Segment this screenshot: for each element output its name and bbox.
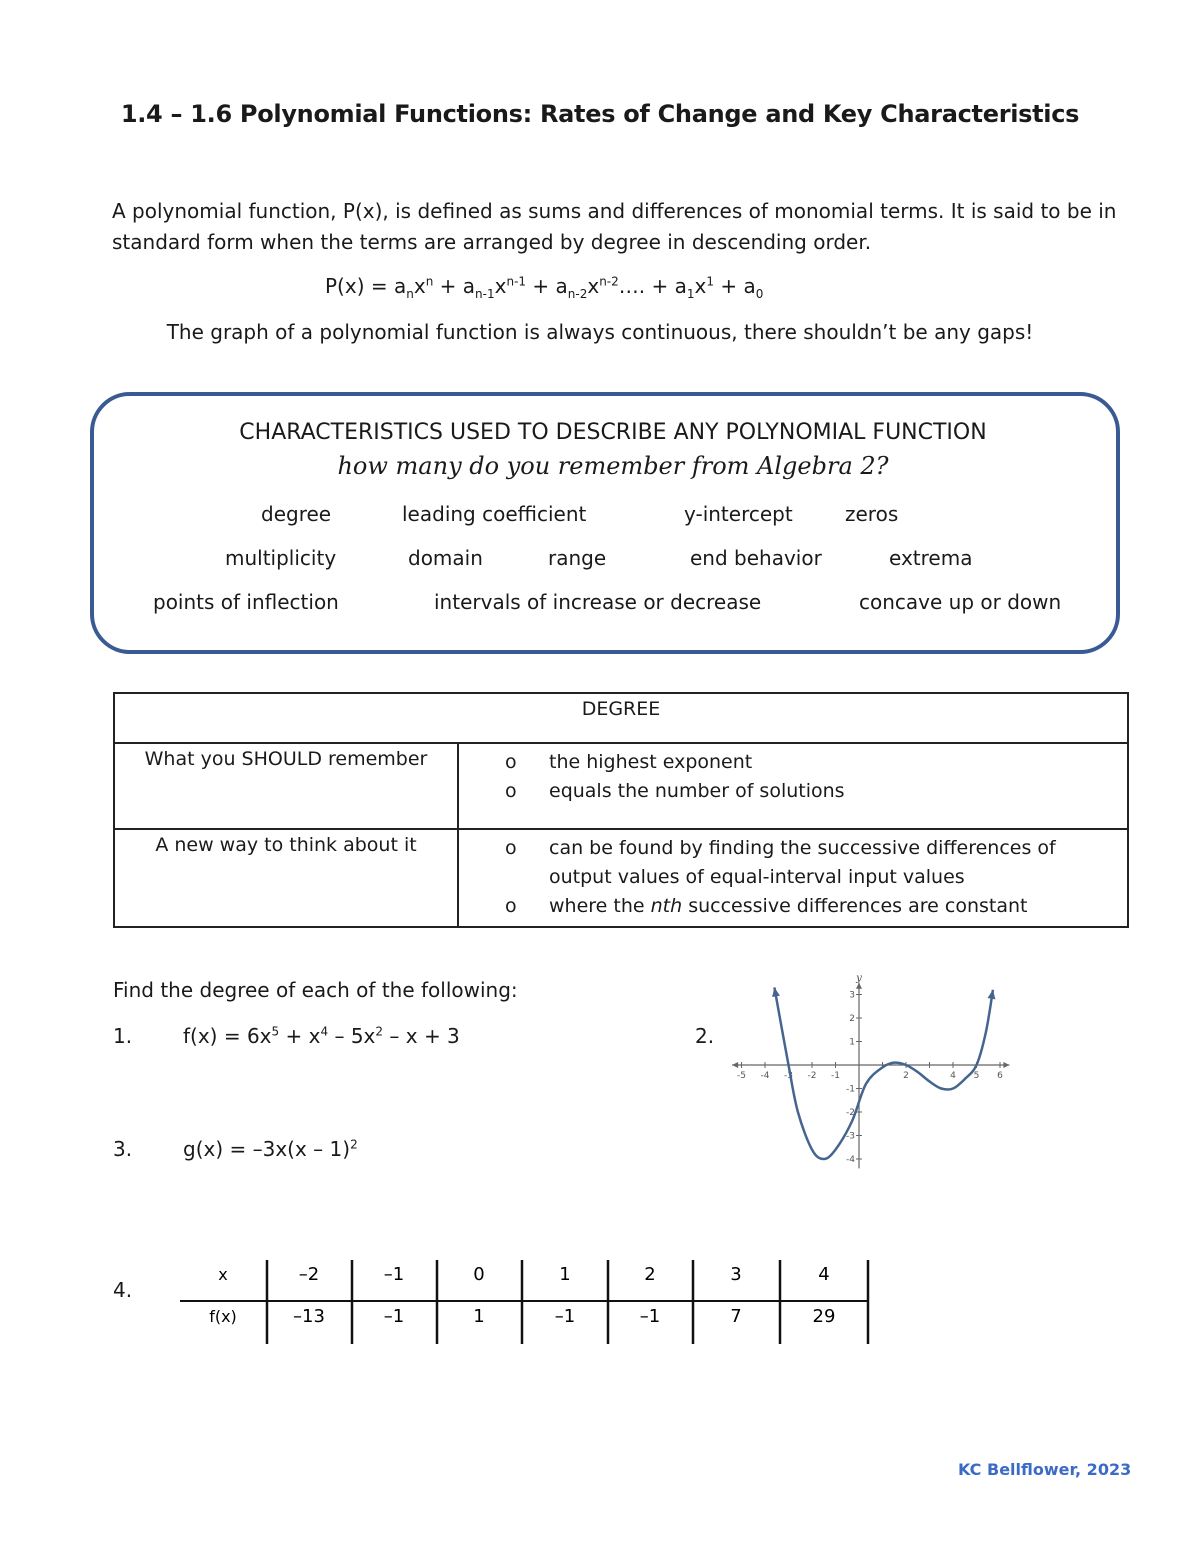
x-axis-arrow-icon — [732, 1062, 738, 1068]
row-label-new-way: A new way to think about it — [114, 829, 458, 927]
problem-1-expression — [183, 1024, 460, 1048]
y-tick-label: -2 — [846, 1108, 855, 1118]
list-item — [505, 777, 1117, 806]
term-end-behavior: end behavior — [690, 546, 822, 570]
x-cell: 2 — [644, 1264, 656, 1285]
fx-cell: –1 — [383, 1306, 405, 1327]
x-axis-arrow-icon — [1003, 1062, 1009, 1068]
exponent: 4 — [320, 1024, 329, 1039]
term-range: range — [548, 546, 607, 570]
term-concavity: concave up or down — [859, 590, 1062, 614]
term-points-of-inflection: points of inflection — [153, 590, 339, 614]
x-tick-label: 5 — [973, 1071, 980, 1081]
y-tick-label: -1 — [846, 1084, 855, 1095]
x-cell: 0 — [473, 1264, 485, 1285]
fx-cell: 29 — [812, 1306, 836, 1327]
expr-part: – x + 3 — [383, 1024, 460, 1048]
characteristics-subheading: how many do you remember from Algebra 2? — [337, 452, 889, 480]
formula-lhs: P(x) = — [325, 274, 394, 298]
x-tick-label: -1 — [831, 1071, 840, 1081]
fx-cell: –13 — [293, 1306, 325, 1327]
bullet-marker: o — [505, 780, 517, 802]
list-item-text: the highest exponent — [549, 751, 753, 773]
list-item — [505, 834, 1117, 892]
y-tick-label: 2 — [849, 1014, 855, 1024]
bullet-marker: o — [505, 751, 517, 773]
problem-3-expression — [183, 1137, 358, 1161]
y-tick-label: -4 — [846, 1155, 855, 1165]
x-tick-label: -4 — [760, 1071, 770, 1081]
y-axis-label: y — [856, 972, 862, 984]
x-cell: 3 — [730, 1264, 742, 1285]
x-cell: 1 — [559, 1264, 571, 1285]
exponent: 2 — [350, 1137, 358, 1152]
degree-table — [113, 692, 1129, 928]
footer-credit: KC Bellflower, 2023 — [958, 1460, 1132, 1479]
term-y-intercept: y-intercept — [684, 502, 793, 526]
problem-4-number: 4. — [113, 1278, 133, 1302]
fx-header: f(x) — [209, 1307, 237, 1326]
problem-1-number: 1. — [113, 1024, 133, 1048]
fx-cell: 7 — [730, 1306, 742, 1327]
fx-cell: –1 — [554, 1306, 576, 1327]
list-item-text: equals the number of solutions — [549, 780, 845, 802]
list-item-text-a: where the — [549, 895, 645, 917]
x-cell: –2 — [298, 1264, 320, 1285]
y-tick-label: 3 — [849, 990, 855, 1001]
curve-arrow-icon — [772, 987, 780, 997]
term-domain: domain — [408, 546, 483, 570]
list-item-text-b: successive differences are constant — [688, 895, 1028, 917]
characteristics-heading: CHARACTERISTICS USED TO DESCRIBE ANY POLYNOMIAL FUNCTION — [239, 420, 987, 445]
list-item — [505, 892, 1117, 921]
polynomial-graph — [725, 970, 1015, 1170]
list-item — [505, 748, 1117, 777]
problem-3-number: 3. — [113, 1137, 133, 1161]
term-leading-coefficient: leading coefficient — [402, 502, 587, 526]
expr-part: g(x) = –3x(x – 1) — [183, 1137, 351, 1161]
row-label-remember: What you SHOULD remember — [114, 743, 458, 829]
y-tick-label: 1 — [849, 1037, 855, 1048]
x-cell: –1 — [383, 1264, 405, 1285]
list-item-text: can be found by finding the successive differences of output values of equal-interval input values — [549, 837, 1056, 888]
term-extrema: extrema — [889, 546, 973, 570]
term-degree: degree — [261, 502, 332, 526]
page-title: 1.4 – 1.6 Polynomial Functions: Rates of Change and Key Characteristics — [120, 100, 1080, 128]
expr-part: – 5x — [328, 1024, 376, 1048]
standard-form-formula: $P(x) = a_nx^n + a_{n-1}x^{n-1}$ + $a_{n-2}x^{n-2}\dots$. + $a_1x^1 + a_0$ — [325, 274, 764, 301]
x-tick-label: 4 — [950, 1071, 956, 1081]
row-content-remember — [458, 743, 1128, 829]
x-tick-label: -3 — [784, 1071, 793, 1081]
term-zeros: zeros — [845, 502, 899, 526]
x-tick-label: -2 — [807, 1071, 817, 1081]
x-tick-label: 6 — [997, 1071, 1003, 1081]
x-header: x — [218, 1265, 228, 1284]
bullet-marker: o — [505, 837, 517, 859]
row-content-new-way — [458, 829, 1128, 927]
x-tick-label: 2 — [903, 1071, 909, 1081]
list-item-text-emphasis: nth — [650, 895, 683, 917]
exponent: 2 — [375, 1024, 384, 1039]
fx-cell: 1 — [473, 1306, 485, 1327]
fx-cell: –1 — [639, 1306, 661, 1327]
term-intervals: intervals of increase or decrease — [434, 590, 762, 614]
expr-part: f(x) = 6x — [183, 1024, 272, 1048]
continuity-note: The graph of a polynomial function is always continuous, there shouldn’t be any gaps! — [166, 320, 1034, 344]
degree-table-header: DEGREE — [114, 693, 1128, 743]
intro-paragraph: A polynomial function, P(x), is defined as sums and differences of monomial terms. It is said to be in standard form when the terms are arranged by degree in descending order. — [112, 199, 1117, 254]
x-cell: 4 — [818, 1264, 830, 1285]
problem-2-number: 2. — [695, 1024, 715, 1048]
term-multiplicity: multiplicity — [225, 546, 337, 570]
y-tick-label: -3 — [846, 1131, 855, 1142]
x-tick-label: -5 — [737, 1071, 746, 1081]
exponent: 5 — [271, 1024, 280, 1039]
value-table — [180, 1258, 880, 1348]
bullet-marker: o — [505, 895, 517, 917]
expr-part: + x — [279, 1024, 321, 1048]
exercise-prompt: Find the degree of each of the following: — [113, 978, 518, 1002]
